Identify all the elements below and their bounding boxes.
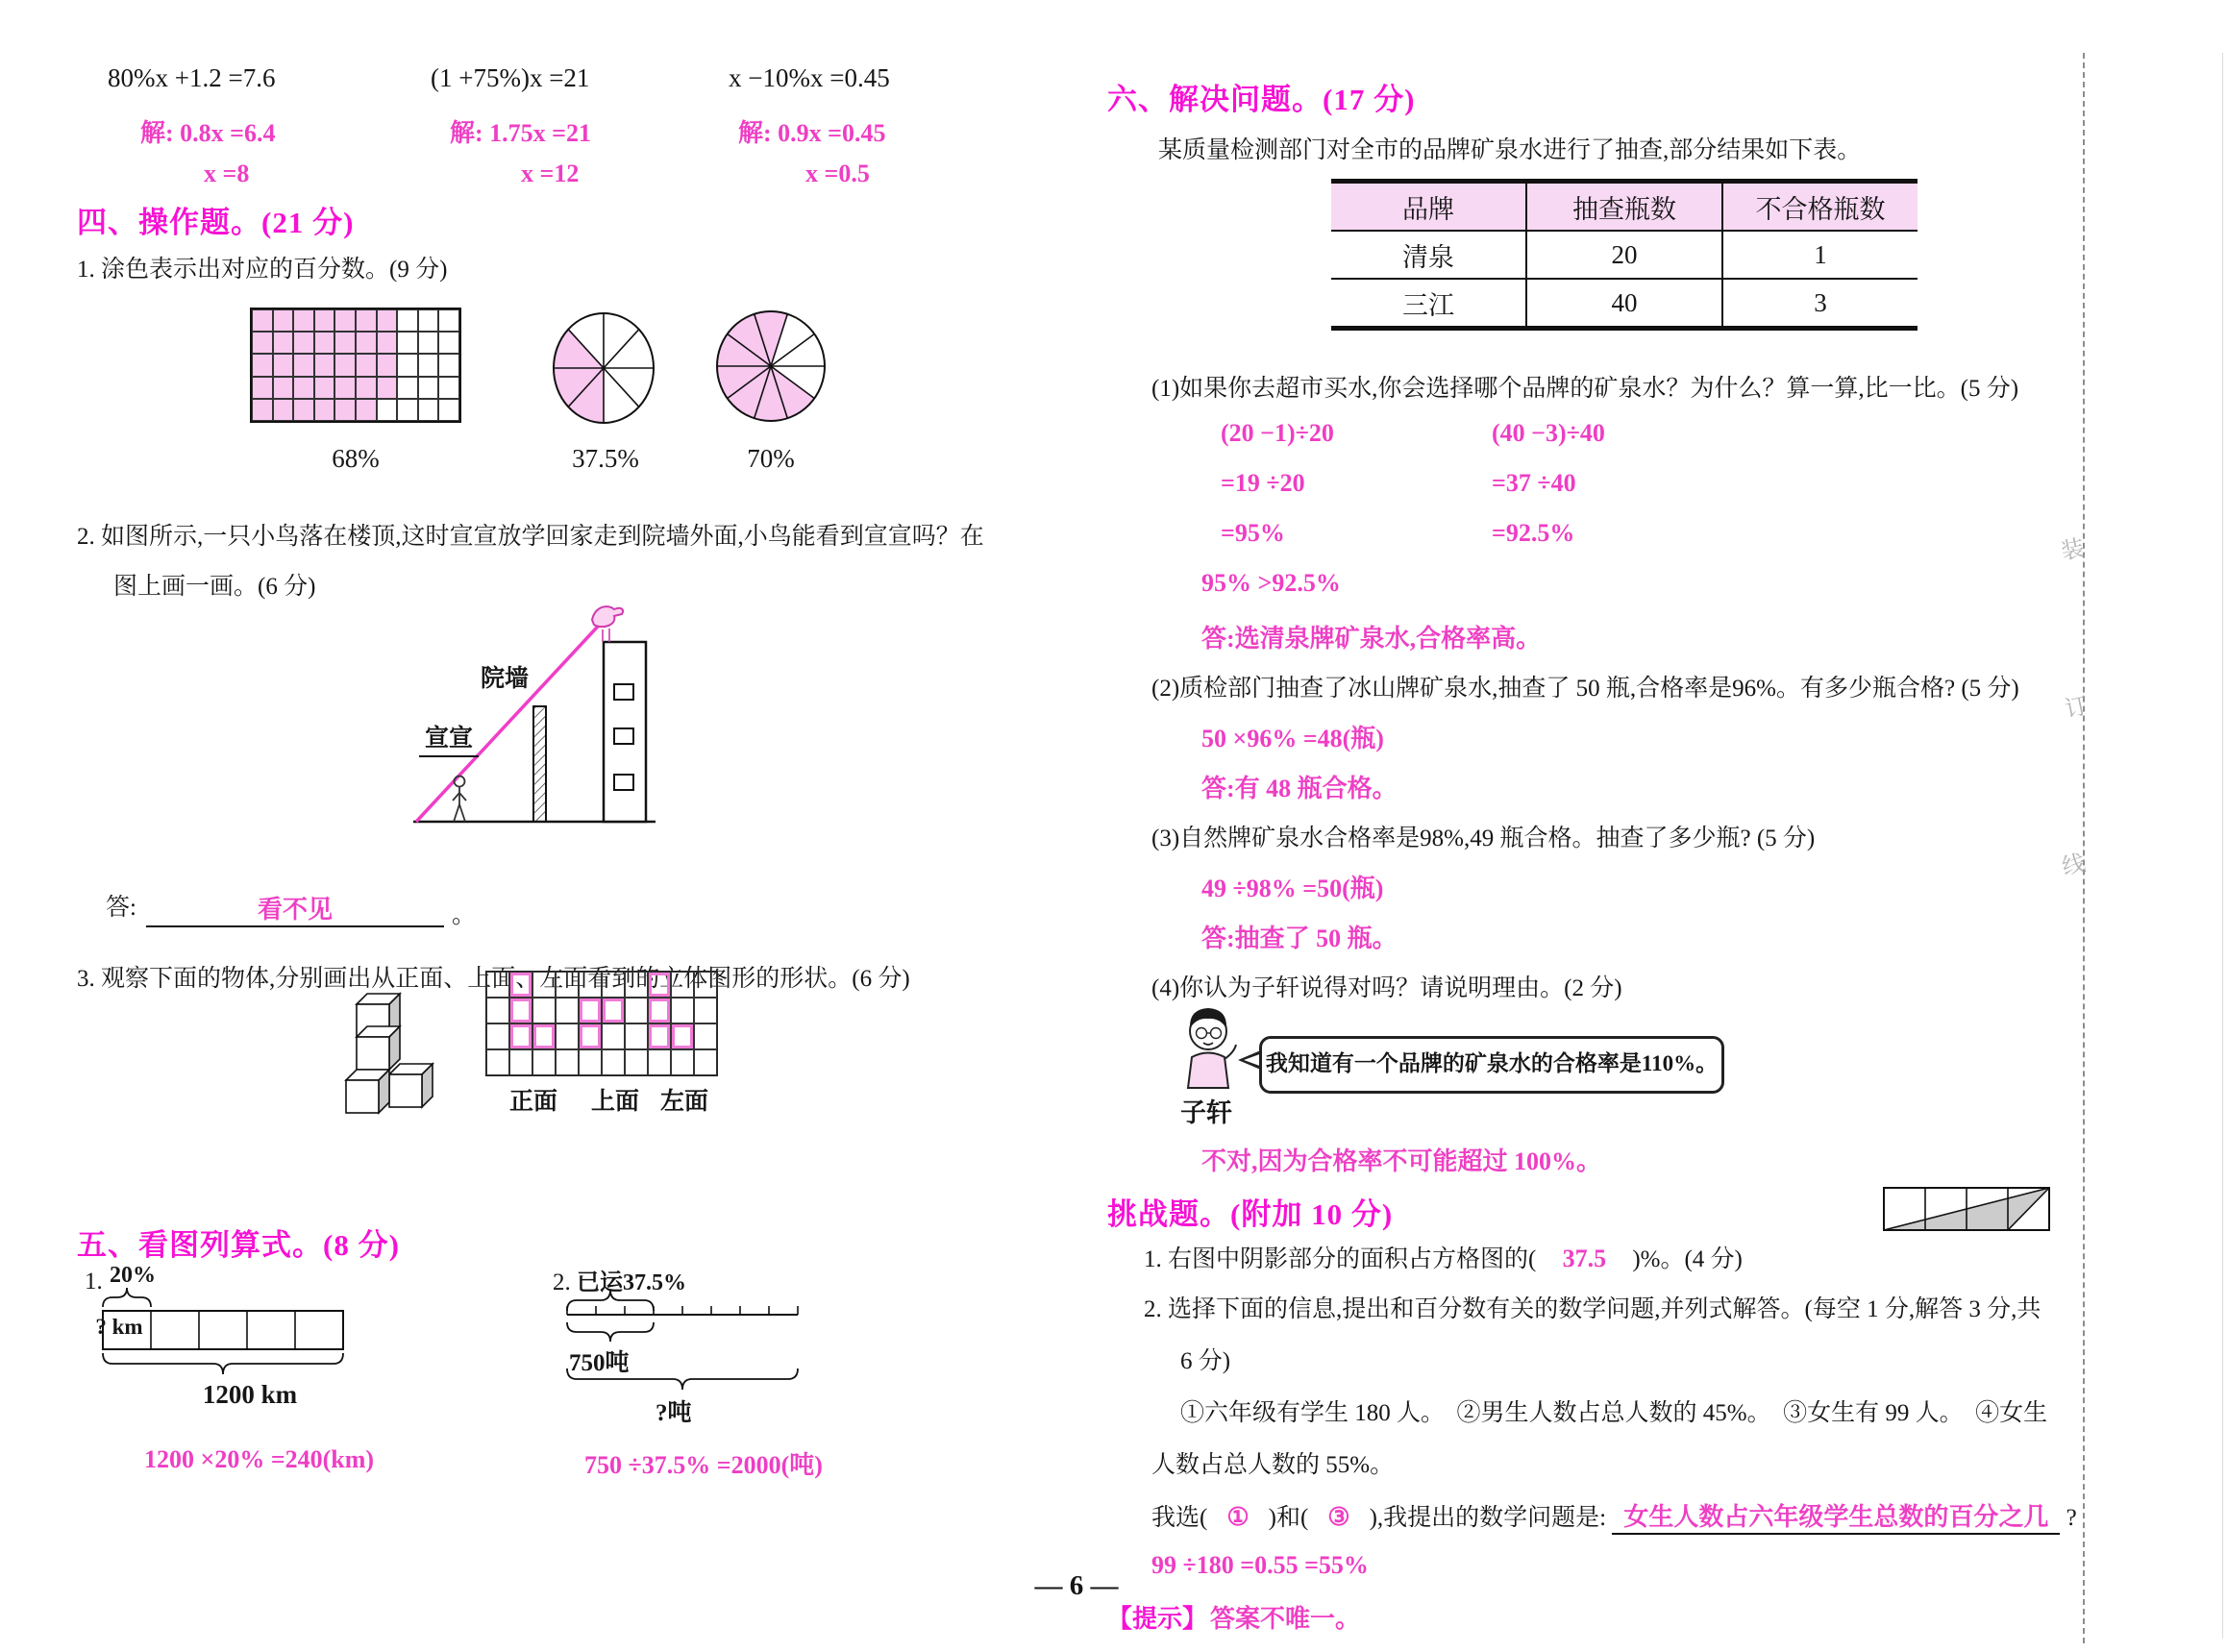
view-grid-cell [579, 1023, 602, 1049]
q6-2-work: 50 ×96% =48(瓶) [1201, 725, 1384, 752]
page-edge-line [2222, 53, 2223, 1639]
challenge-work: 99 ÷180 =0.55 =55% [1151, 1551, 1369, 1579]
q6-2-text: (2)质检部门抽查了冰山牌矿泉水,抽查了 50 瓶,合格率是96%。有多少瓶合格? (5 分) [1151, 676, 2019, 702]
view-grid-cell [625, 1023, 648, 1049]
q6-1-compare: 95% >92.5% [1201, 569, 1341, 597]
q6-1-work-right-1: (40 −3)÷40 [1492, 419, 1605, 447]
choose-p3: ),我提出的数学问题是: [1369, 1505, 1607, 1531]
failed-cell: 1 [1722, 231, 1918, 279]
grid-cell [356, 332, 377, 354]
challenge-q2-line2: 6 分) [1180, 1348, 1231, 1374]
view-grid-cell [602, 1049, 625, 1075]
view-grid-cell [486, 998, 509, 1023]
grid-cell [418, 354, 439, 376]
grid-cell [438, 309, 459, 332]
equation-2-result: x =12 [521, 160, 580, 187]
grid-cell [377, 399, 398, 421]
view-grid-cell [671, 972, 694, 998]
section-4-q3-text: 3. 观察下面的物体,分别画出从正面、上面、左面看到的立体图形的形状。(6 分) [77, 966, 910, 992]
q6-1-work-right-2: =37 ÷40 [1492, 469, 1576, 497]
sampled-cell: 40 [1526, 279, 1722, 329]
choose-p2: )和( [1268, 1505, 1309, 1531]
q6-1-work-right-3: =92.5% [1492, 519, 1575, 547]
q6-1-answer: 答:选清泉牌矿泉水,合格率高。 [1201, 625, 1542, 653]
grid-cell [397, 399, 418, 421]
boy-avatar [1175, 999, 1242, 1096]
top-view-label: 上面 [590, 1089, 639, 1115]
q6-3-answer: 答:抽查了 50 瓶。 [1201, 925, 1398, 952]
q6-1-work-left-3: =95% [1221, 519, 1285, 547]
grid-cell [438, 332, 459, 354]
grid-cell [397, 332, 418, 354]
hint-label: 【提示】 [1107, 1605, 1196, 1633]
grid-cell [418, 332, 439, 354]
grid-cell [334, 377, 356, 399]
grid-cell [273, 377, 294, 399]
percent-circle-70 [713, 308, 829, 430]
speech-bubble: 我知道有一个品牌的矿泉水的合格率是110%。 [1259, 1036, 1724, 1094]
grid-cell [397, 354, 418, 376]
view-grid-cell [579, 972, 602, 998]
percent-circle-37-5 [548, 309, 659, 431]
failed-cell: 3 [1722, 279, 1918, 329]
grid-cell [377, 354, 398, 376]
table-row [1331, 231, 1918, 279]
view-grid-cell [671, 998, 694, 1023]
view-grid-cell [556, 998, 579, 1023]
hint-line [1107, 1599, 1360, 1635]
equation-3-step: 解: 0.9x =0.45 [738, 119, 886, 147]
choose-p1: 我选( [1151, 1505, 1208, 1531]
equation-2-step: 解: 1.75x =21 [450, 119, 591, 147]
view-grid-cell [694, 972, 717, 998]
view-grid-cell [532, 1023, 556, 1049]
table-row [1331, 279, 1918, 329]
grid-cell [293, 377, 314, 399]
circle-b-percent-label: 70% [747, 444, 795, 473]
equation-1: 80%x +1.2 =7.6 [108, 63, 276, 92]
view-grid-cell [694, 1023, 717, 1049]
grid-cell [273, 309, 294, 332]
grid-cell [314, 332, 335, 354]
view-grid-cell [509, 1023, 532, 1049]
grid-cell [273, 354, 294, 376]
chosen-option-1: ① [1226, 1503, 1250, 1531]
bird-wall-diagram [404, 591, 663, 836]
q6-1-text: (1)如果你去超市买水,你会选择哪个品牌的矿泉水？为什么？算一算,比一比。(5 分) [1151, 376, 2019, 402]
grid-cell [314, 399, 335, 421]
grid-cell [397, 377, 418, 399]
section-6-intro: 某质量检测部门对全市的品牌矿泉水进行了抽查,部分结果如下表。 [1158, 137, 1862, 163]
grid-cell [293, 354, 314, 376]
view-grid-cell [648, 1023, 671, 1049]
grid-percent-label: 68% [332, 444, 380, 473]
equation-3-result: x =0.5 [805, 160, 870, 187]
view-grid-cell [532, 1049, 556, 1075]
hint-text: 答案不唯一。 [1210, 1605, 1361, 1633]
q6-3-text: (3)自然牌矿泉水合格率是98%,49 瓶合格。抽查了多少瓶? (5 分) [1151, 826, 1816, 851]
view-grid-cell [486, 972, 509, 998]
grid-cell [397, 309, 418, 332]
q2-answer-period: 。 [452, 902, 477, 928]
view-grid-cell [625, 998, 648, 1023]
bar2-part-label: 750吨 [569, 1350, 630, 1376]
grid-cell [377, 332, 398, 354]
challenge-q2-line1: 2. 选择下面的信息,提出和百分数有关的数学问题,并列式解答。(每空 1 分,解答 3 分,共 [1144, 1296, 2041, 1322]
view-grid-cell [625, 1049, 648, 1075]
boy-name-label: 子轩 [1180, 1098, 1232, 1127]
bar2-part-percent-label: 已运37.5% [577, 1270, 686, 1295]
view-grid-cell [694, 998, 717, 1023]
q6-2-answer: 答:有 48 瓶合格。 [1201, 775, 1398, 802]
q2-answer-blank: 看不见 [146, 890, 444, 927]
grid-cell [438, 377, 459, 399]
col-brand: 品牌 [1331, 182, 1526, 232]
binding-char-xian: 线 [2060, 851, 2089, 881]
challenge-options-line1: ①六年级有学生 180 人。 ②男生人数占总人数的 45%。 ③女生有 99 人。 ④女生 [1180, 1400, 2048, 1426]
equation-1-result: x =8 [204, 160, 250, 187]
grid-cell [334, 332, 356, 354]
grid-cell [356, 309, 377, 332]
grid-cell [334, 399, 356, 421]
challenge-options-line2: 人数占总人数的 55%。 [1151, 1452, 1395, 1478]
q6-4-answer: 不对,因为合格率不可能超过 100%。 [1201, 1147, 1602, 1175]
grid-cell [273, 332, 294, 354]
challenge-q1-prefix: 1. 右图中阴影部分的面积占方格图的( [1144, 1246, 1537, 1272]
view-grid-cell [648, 1049, 671, 1075]
grid-cell [356, 399, 377, 421]
section-4-q1-text: 1. 涂色表示出对应的百分数。(9 分) [77, 257, 448, 283]
view-grid-cell [579, 1049, 602, 1075]
grid-cell [252, 399, 273, 421]
view-grid-cell [579, 998, 602, 1023]
grid-cell [252, 332, 273, 354]
view-grid-cell [556, 972, 579, 998]
challenge-q1-suffix: )%。(4 分) [1632, 1246, 1743, 1272]
mineral-water-table [1331, 179, 1918, 331]
circle-a-percent-label: 37.5% [572, 444, 639, 473]
view-grid-cell [509, 972, 532, 998]
view-grid-cell [671, 1023, 694, 1049]
view-grid-cell [486, 1023, 509, 1049]
bar1-cell-label: ? km [95, 1315, 143, 1339]
view-grid-cell [648, 998, 671, 1023]
equation-1-step: 解: 0.8x =6.4 [140, 119, 276, 147]
grid-cell [314, 309, 335, 332]
view-grid-cell [671, 1049, 694, 1075]
q6-3-work: 49 ÷98% =50(瓶) [1201, 875, 1384, 902]
brand-cell: 三江 [1402, 290, 1454, 320]
brand-cell: 清泉 [1331, 231, 1526, 279]
view-grid-cell [532, 998, 556, 1023]
bar2-number: 2. [553, 1270, 571, 1295]
q6-1-work-left-2: =19 ÷20 [1221, 469, 1305, 497]
grid-cell [418, 399, 439, 421]
binding-dashed-line [2083, 53, 2085, 1643]
binding-char-ding: 订 [2063, 693, 2091, 724]
challenge-q1-blank: 37.5 [1562, 1245, 1607, 1272]
percent-grid-68 [250, 308, 461, 423]
equation-3: x −10%x =0.45 [729, 63, 890, 92]
grid-cell [356, 377, 377, 399]
view-grid-cell [602, 998, 625, 1023]
grid-cell [438, 399, 459, 421]
girl-label: 宣宣 [419, 719, 479, 757]
col-failed: 不合格瓶数 [1722, 182, 1918, 232]
view-grid-cell [486, 1049, 509, 1075]
view-grid-cell [648, 972, 671, 998]
equation-2: (1 +75%)x =21 [431, 63, 590, 92]
view-grid-cell [602, 1023, 625, 1049]
choose-question-mark: ? [2066, 1505, 2077, 1531]
section-4-title: 四、操作题。(21 分) [77, 206, 355, 239]
grid-cell [293, 309, 314, 332]
view-grid-cell [556, 1049, 579, 1075]
page-number: — 6 — [1034, 1570, 1119, 1601]
bar2-total-label: ?吨 [656, 1400, 692, 1426]
section-5-title: 五、看图列算式。(8 分) [77, 1228, 400, 1262]
left-view-label: 左面 [659, 1089, 708, 1115]
front-view-label: 正面 [508, 1089, 557, 1115]
grid-cell [334, 354, 356, 376]
q2-answer-prefix: 答: [106, 895, 136, 921]
section-4-q2-line2: 图上画一画。(6 分) [113, 574, 316, 600]
table-header-row [1331, 182, 1918, 232]
bar1-number: 1. [85, 1269, 103, 1294]
grid-cell [252, 309, 273, 332]
binding-char-zhuang: 装 [2059, 535, 2088, 566]
grid-cell [293, 399, 314, 421]
grid-cell [314, 377, 335, 399]
view-grid-cell [532, 972, 556, 998]
posed-question-blank: 女生人数占六年级学生总数的百分之几 [1612, 1497, 2060, 1535]
grid-cell [334, 309, 356, 332]
grid-cell [438, 354, 459, 376]
q6-4-text: (4)你认为子轩说得对吗？请说明理由。(2 分) [1151, 975, 1622, 1001]
challenge-title: 挑战题。(附加 10 分) [1107, 1197, 1394, 1231]
grid-cell [418, 377, 439, 399]
sampled-cell: 20 [1526, 231, 1722, 279]
grid-cell [418, 309, 439, 332]
bar1-total-label: 1200 km [202, 1380, 298, 1409]
q6-1-work-left-1: (20 −1)÷20 [1221, 419, 1334, 447]
view-grid-cell [625, 972, 648, 998]
grid-cell [314, 354, 335, 376]
grid-cell [252, 377, 273, 399]
wall-label: 院墙 [481, 666, 530, 692]
grid-cell [356, 354, 377, 376]
view-grid-cell [556, 1023, 579, 1049]
shaded-grid-figure [1882, 1186, 2053, 1237]
cube-stack-figure [336, 986, 452, 1130]
grid-cell [377, 309, 398, 332]
view-grid-cell [694, 1049, 717, 1075]
view-grid-cell [509, 1049, 532, 1075]
grid-cell [377, 377, 398, 399]
section-4-q2-line1: 2. 如图所示,一只小鸟落在楼顶,这时宣宣放学回家走到院墙外面,小鸟能看到宣宣吗？在 [77, 524, 984, 550]
view-answer-grid [485, 971, 718, 1076]
bar1-answer: 1200 ×20% =240(km) [144, 1445, 375, 1473]
grid-cell [252, 354, 273, 376]
challenge-q1-line [1144, 1240, 1743, 1274]
grid-cell [293, 332, 314, 354]
bar1-percent-label: 20% [110, 1263, 156, 1288]
bar2-answer: 750 ÷37.5% =2000(吨) [584, 1451, 823, 1479]
challenge-choose-line [1151, 1497, 2077, 1535]
grid-cell [273, 399, 294, 421]
view-grid-cell [509, 998, 532, 1023]
view-grid-cell [602, 972, 625, 998]
col-sampled: 抽查瓶数 [1526, 182, 1722, 232]
section-6-title: 六、解决问题。(17 分) [1107, 83, 1416, 116]
chosen-option-3: ③ [1327, 1503, 1350, 1531]
